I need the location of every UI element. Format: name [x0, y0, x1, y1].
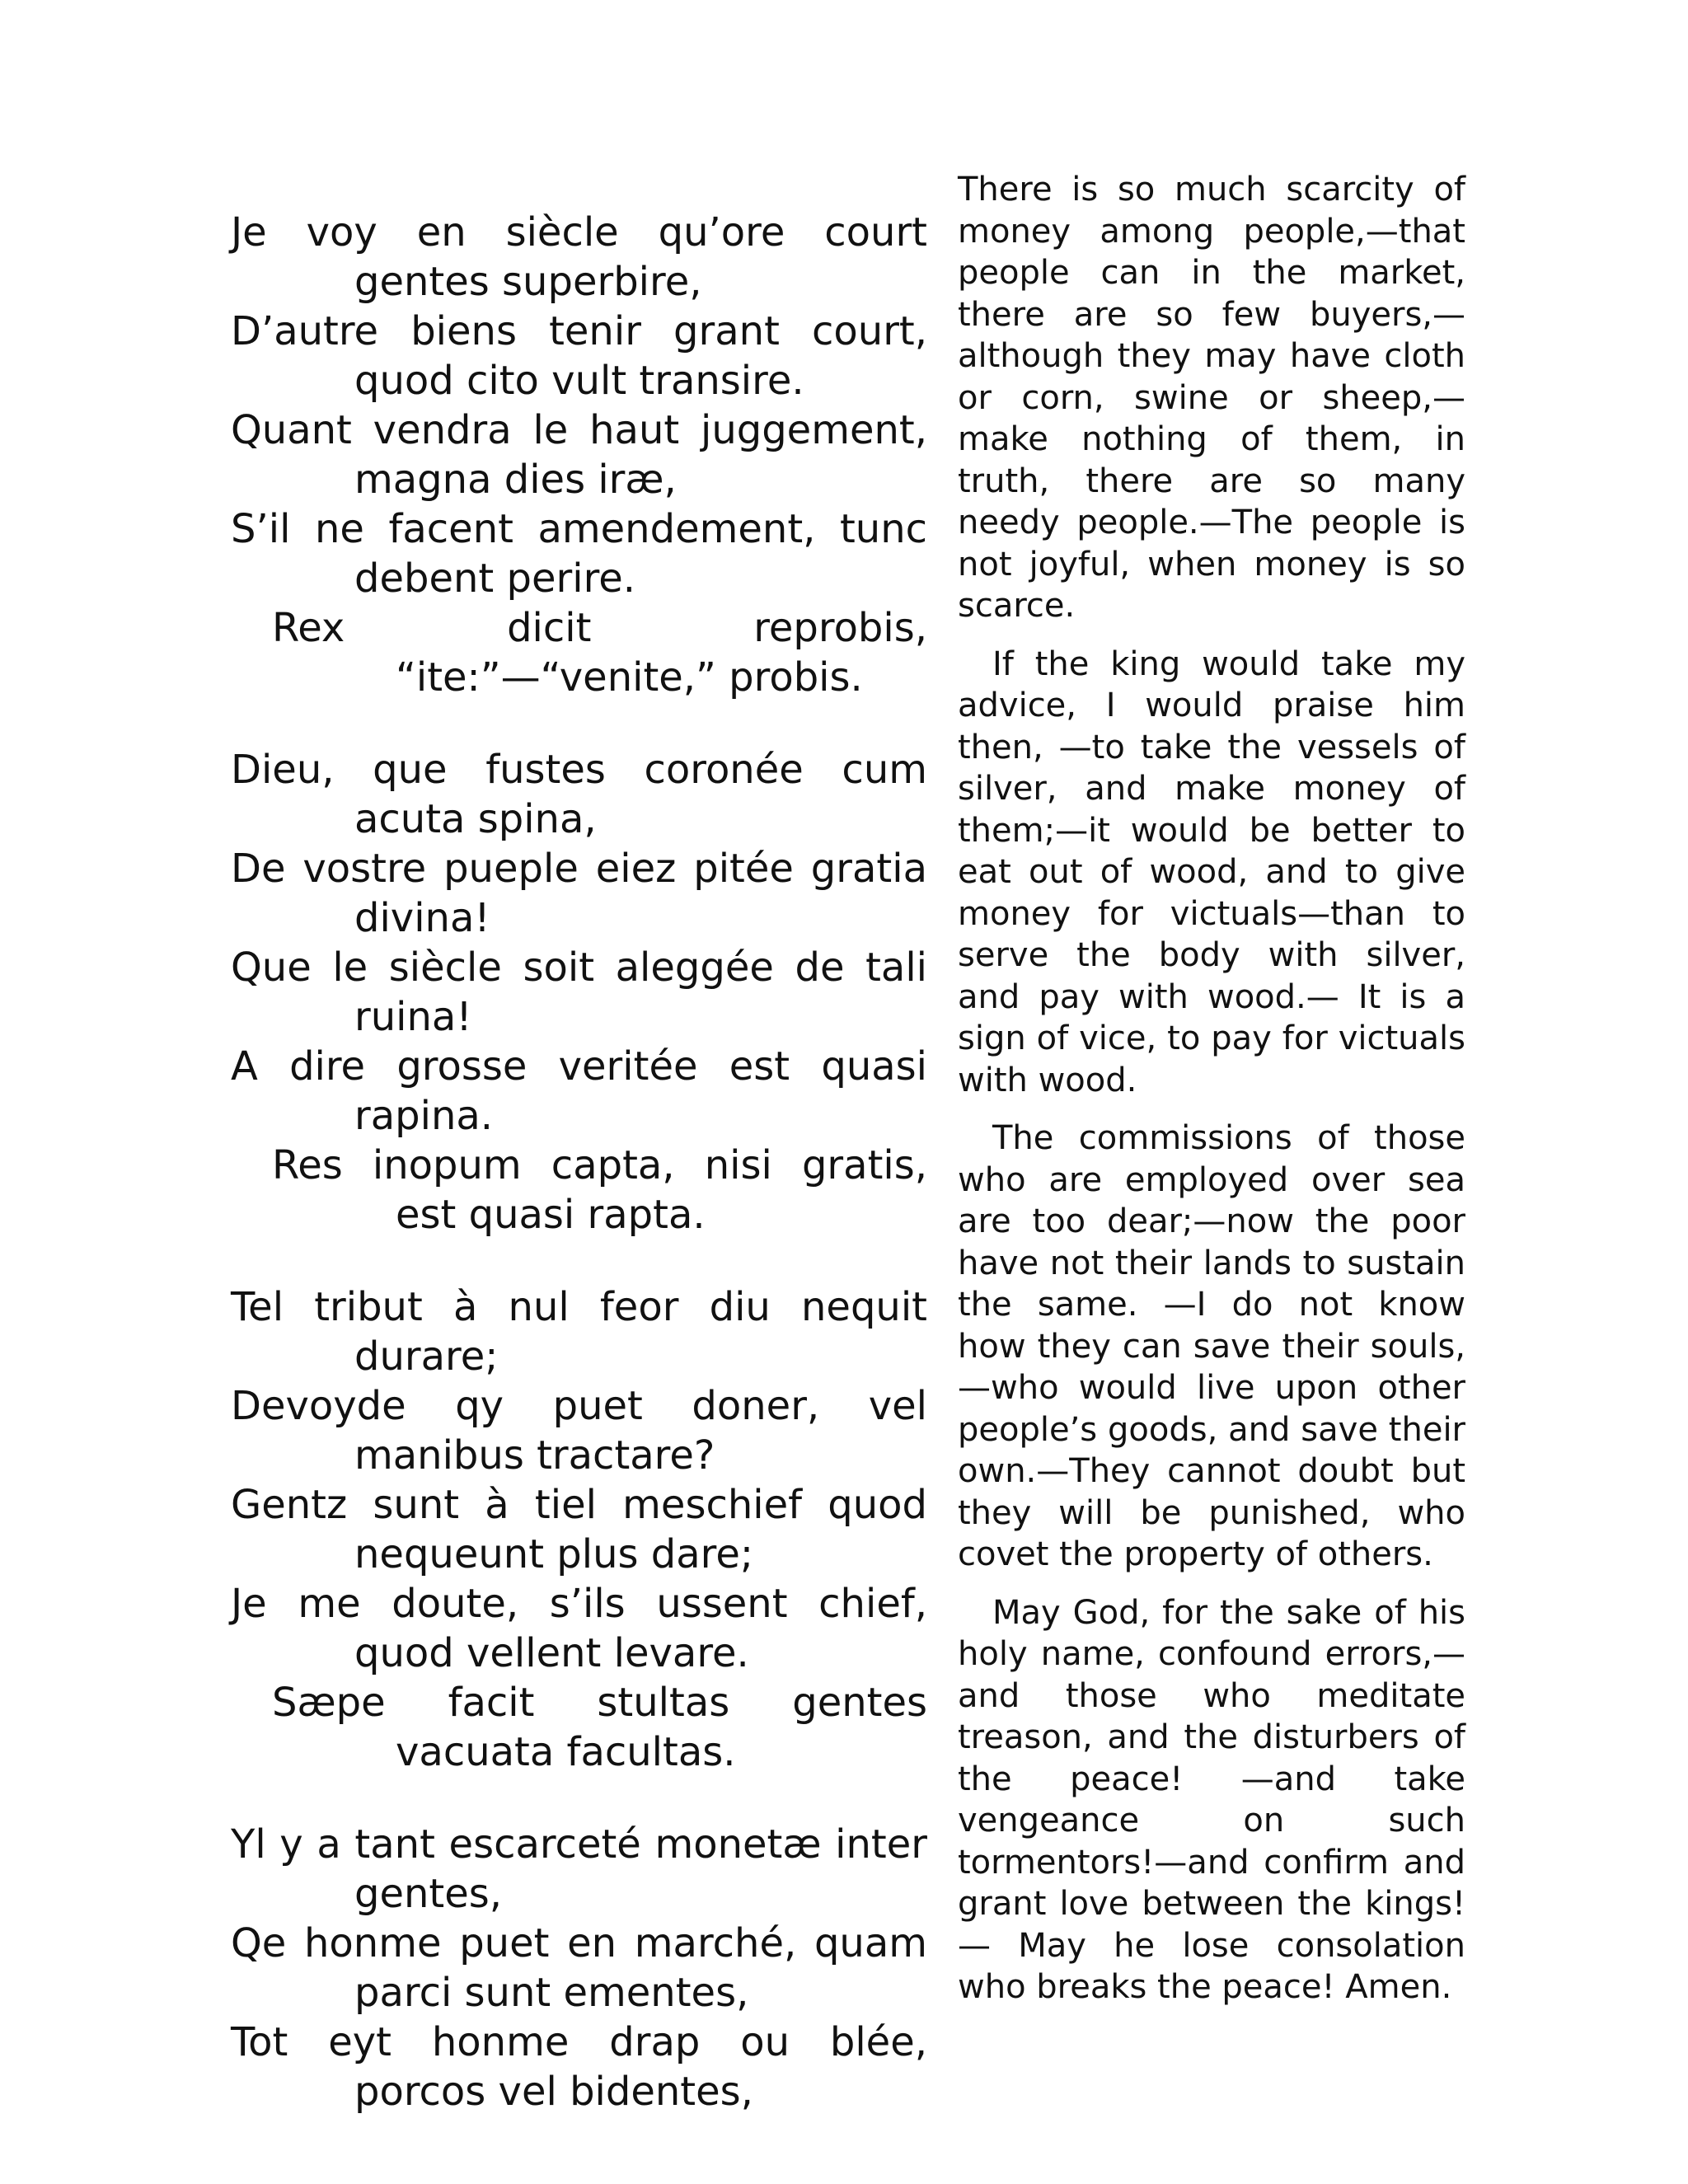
- refrain-line: Rex dicit reprobis, “ite:”—“venite,” probis.: [272, 605, 927, 701]
- verse-line: Tot eyt honme drap ou blée, porcos vel bidentes,: [231, 2019, 927, 2115]
- verse-line: Que le siècle soit aleggée de tali ruina!: [231, 944, 927, 1040]
- verse-line: Qe honme puet en marché, quam parci sunt ementes,: [231, 1920, 927, 2016]
- verse-line: Gentz sunt à tiel meschief quod nequeunt plus dare;: [231, 1482, 927, 1577]
- verse-line: Tel tribut à nul feor diu nequit durare;: [231, 1284, 927, 1380]
- verse-line: De vostre pueple eiez pitée gratia divina!: [231, 846, 927, 941]
- translation-column: [958, 171, 1465, 2006]
- stanza-1: [231, 208, 927, 702]
- refrain-line: Sæpe facit stultas gentes vacuata facultas.: [272, 1680, 927, 1775]
- stanza-3: [231, 1282, 927, 1777]
- refrain-line: Res inopum capta, nisi gratis, est quasi rapta.: [272, 1142, 927, 1238]
- verse-line: D’autre biens tenir grant court, quod cito vult transire.: [231, 308, 927, 404]
- translation-paragraph: If the king would take my advice, I would praise him then, —to take the vessels of silver, and make money of them;—it would be better to eat out of wood, and to give money for victuals—than to serve the body with silver, and pay with wood.— It is a sign of vice, to pay for victuals with wood.: [958, 644, 1465, 1099]
- stanza-4: [231, 1820, 927, 2116]
- verse-line: Devoyde qy puet doner, vel manibus tractare?: [231, 1383, 927, 1479]
- verse-line: Je voy en siècle qu’ore court gentes superbire,: [231, 209, 927, 305]
- translation-paragraph: May God, for the sake of his holy name, confound errors,— and those who meditate treason, and the disturbers of the peace! —and take vengeance on such tormentors!—and confirm and grant love between the kings!— May he lose consolation who breaks the peace! Amen.: [958, 1593, 1465, 2006]
- verse-line: A dire grosse veritée est quasi rapina.: [231, 1043, 927, 1139]
- stanza-2: [231, 745, 927, 1240]
- verse-column: [231, 208, 927, 2115]
- translation-paragraph: There is so much scarcity of money among people,—that people can in the market, there are so few buyers,—although they may have cloth or corn, swine or sheep,—make nothing of them, in truth, there are so many needy people.—The people is not joyful, when money is so scarce.: [958, 171, 1465, 625]
- translation-paragraph: The commissions of those who are employed over sea are too dear;—now the poor have not their lands to sustain the same. —I do not know how they can save their souls,—who would live upon other people’s goods, and save their own.—They cannot doubt but they will be punished, who covet the property of others.: [958, 1119, 1465, 1573]
- verse-line: Dieu, que fustes coronée cum acuta spina,: [231, 747, 927, 842]
- verse-line: Je me doute, s’ils ussent chief, quod vellent levare.: [231, 1581, 927, 1676]
- verse-line: Yl y a tant escarceté monetæ inter gentes,: [231, 1821, 927, 1917]
- verse-line: Quant vendra le haut juggement, magna dies iræ,: [231, 407, 927, 503]
- verse-line: S’il ne facent amendement, tunc debent perire.: [231, 506, 927, 602]
